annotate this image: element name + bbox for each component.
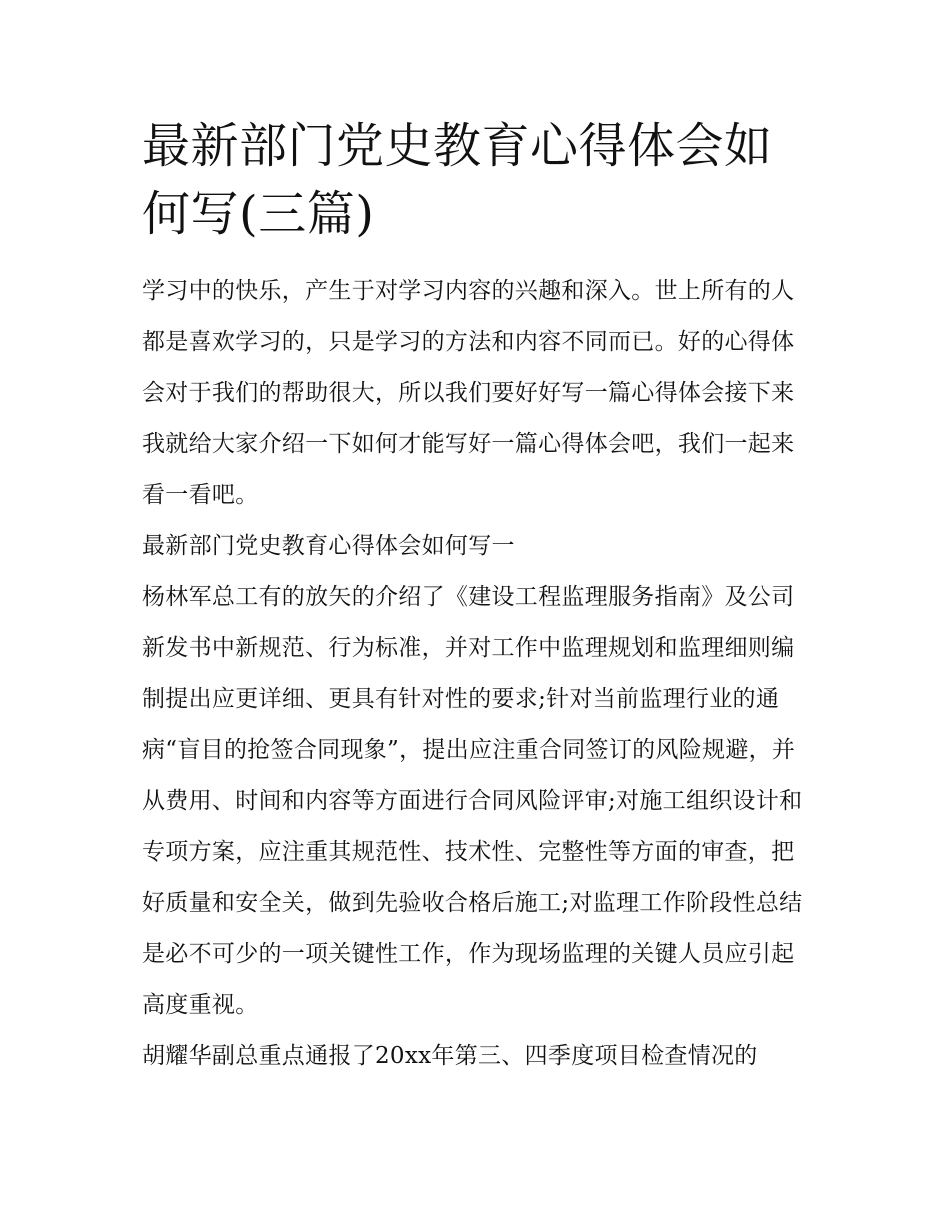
body-paragraph: 杨林军总工有的放矢的介绍了《建设工程监理服务指南》及公司新发书中新规范、行为标准，并对工作中监理规划和监理细则编制提出应更详细、更具有针对性的要求;针对当前监理行业的通病“盲目的抢签合同现象”，提出应注重合同签订的风险规避，并从费用、时间和内容等方面进行合同风险评审;对施工组织设计和专项方案，应注重其规范性、技术性、完整性等方面的审查，把好质量和安全关，做到先验收合格后施工;对监理工作阶段性总结是必不可少的一项关键性工作，作为现场监理的关键人员应引起高度重视。 [142, 584, 803, 1018]
document-body [142, 266, 814, 1082]
document-content [142, 112, 814, 1082]
section-heading: 最新部门党史教育心得体会如何写一 [142, 533, 515, 559]
document-title: 最新部门党史教育心得体会如何写(三篇) [142, 118, 773, 242]
intro-paragraph: 学习中的快乐，产生于对学习内容的兴趣和深入。世上所有的人都是喜欢学习的，只是学习的方法和内容不同而已。好的心得体会对于我们的帮助很大，所以我们要好好写一篇心得体会接下来我就给大家介绍一下如何才能写好一篇心得体会吧，我们一起来看一看吧。 [142, 278, 795, 508]
body-paragraph: 胡耀华副总重点通报了20xx年第三、四季度项目检查情况的 [142, 1043, 758, 1069]
